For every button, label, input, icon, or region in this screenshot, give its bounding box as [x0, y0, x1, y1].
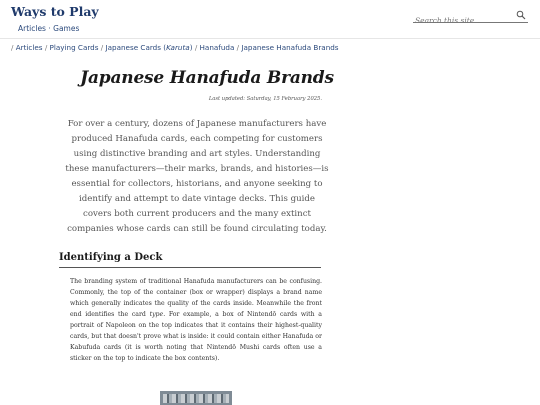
body-text-part-b: . For example, a box of Nintendō cards with a portrait of Napoleon on the top indicates that it contains their highest-quality cards, but that doesn't prove what is inside: it could contain either Hanafuda or Kabufuda cards (it is worth noting that Nintendō Mushi cards often use a sticker on the top to indicate the box contents). — [70, 311, 322, 362]
header-divider — [0, 38, 540, 39]
nav-separator: · — [48, 24, 51, 33]
body-text-part-a: The branding system of traditional Hanafuda manufacturers can be confusing. Commonly, the top of the container (box or wrapper) displays a brand name which generally indicates the quality of the cards inside. Meanwhile the front end identifies the card — [70, 278, 322, 318]
body-text-emphasis: type — [149, 311, 164, 318]
page-title: Japanese Hanafuda Brands — [80, 68, 334, 88]
nav-games[interactable]: Games — [53, 24, 80, 33]
breadcrumb-articles[interactable]: Articles — [15, 43, 43, 52]
nav-articles[interactable]: Articles — [18, 24, 46, 33]
search-input[interactable] — [413, 14, 515, 28]
breadcrumb-separator: / — [44, 43, 48, 52]
body-paragraph — [70, 276, 322, 364]
last-updated: Last updated: Saturday, 15 February 2025. — [208, 96, 322, 102]
site-title[interactable]: Ways to Play — [11, 4, 99, 19]
deck-box-image — [160, 391, 232, 405]
breadcrumb-karuta: Karuta — [166, 43, 190, 52]
site-nav — [18, 24, 79, 33]
search-box — [413, 8, 528, 23]
breadcrumb-separator: / — [236, 43, 240, 52]
breadcrumb-playing-cards[interactable]: Playing Cards — [49, 43, 99, 52]
deck-box-label — [163, 394, 229, 403]
breadcrumb-separator: / — [194, 43, 198, 52]
breadcrumb-close-paren: ) — [189, 43, 193, 52]
breadcrumb-japanese-cards-label: Japanese Cards ( — [105, 43, 167, 52]
breadcrumb-hanafuda[interactable]: Hanafuda — [199, 43, 235, 52]
breadcrumb — [11, 43, 339, 52]
intro-paragraph: For over a century, dozens of Japanese manufacturers have produced Hanafuda cards, each competing for customers using distinctive branding and art styles. Understanding these manufacturers—their marks, brands, and histories—is essential for collectors, historians, and anyone seeking to identify and attempt to date vintage decks. This guide covers both current producers and the many extinct companies whose cards can still be found circulating today. — [65, 119, 329, 234]
section-heading: Identifying a Deck — [59, 252, 321, 268]
search-icon[interactable] — [516, 10, 526, 20]
breadcrumb-current-page[interactable]: Japanese Hanafuda Brands — [241, 43, 339, 52]
breadcrumb-separator: / — [11, 43, 14, 52]
breadcrumb-separator: / — [100, 43, 104, 52]
breadcrumb-japanese-cards[interactable] — [106, 43, 193, 52]
